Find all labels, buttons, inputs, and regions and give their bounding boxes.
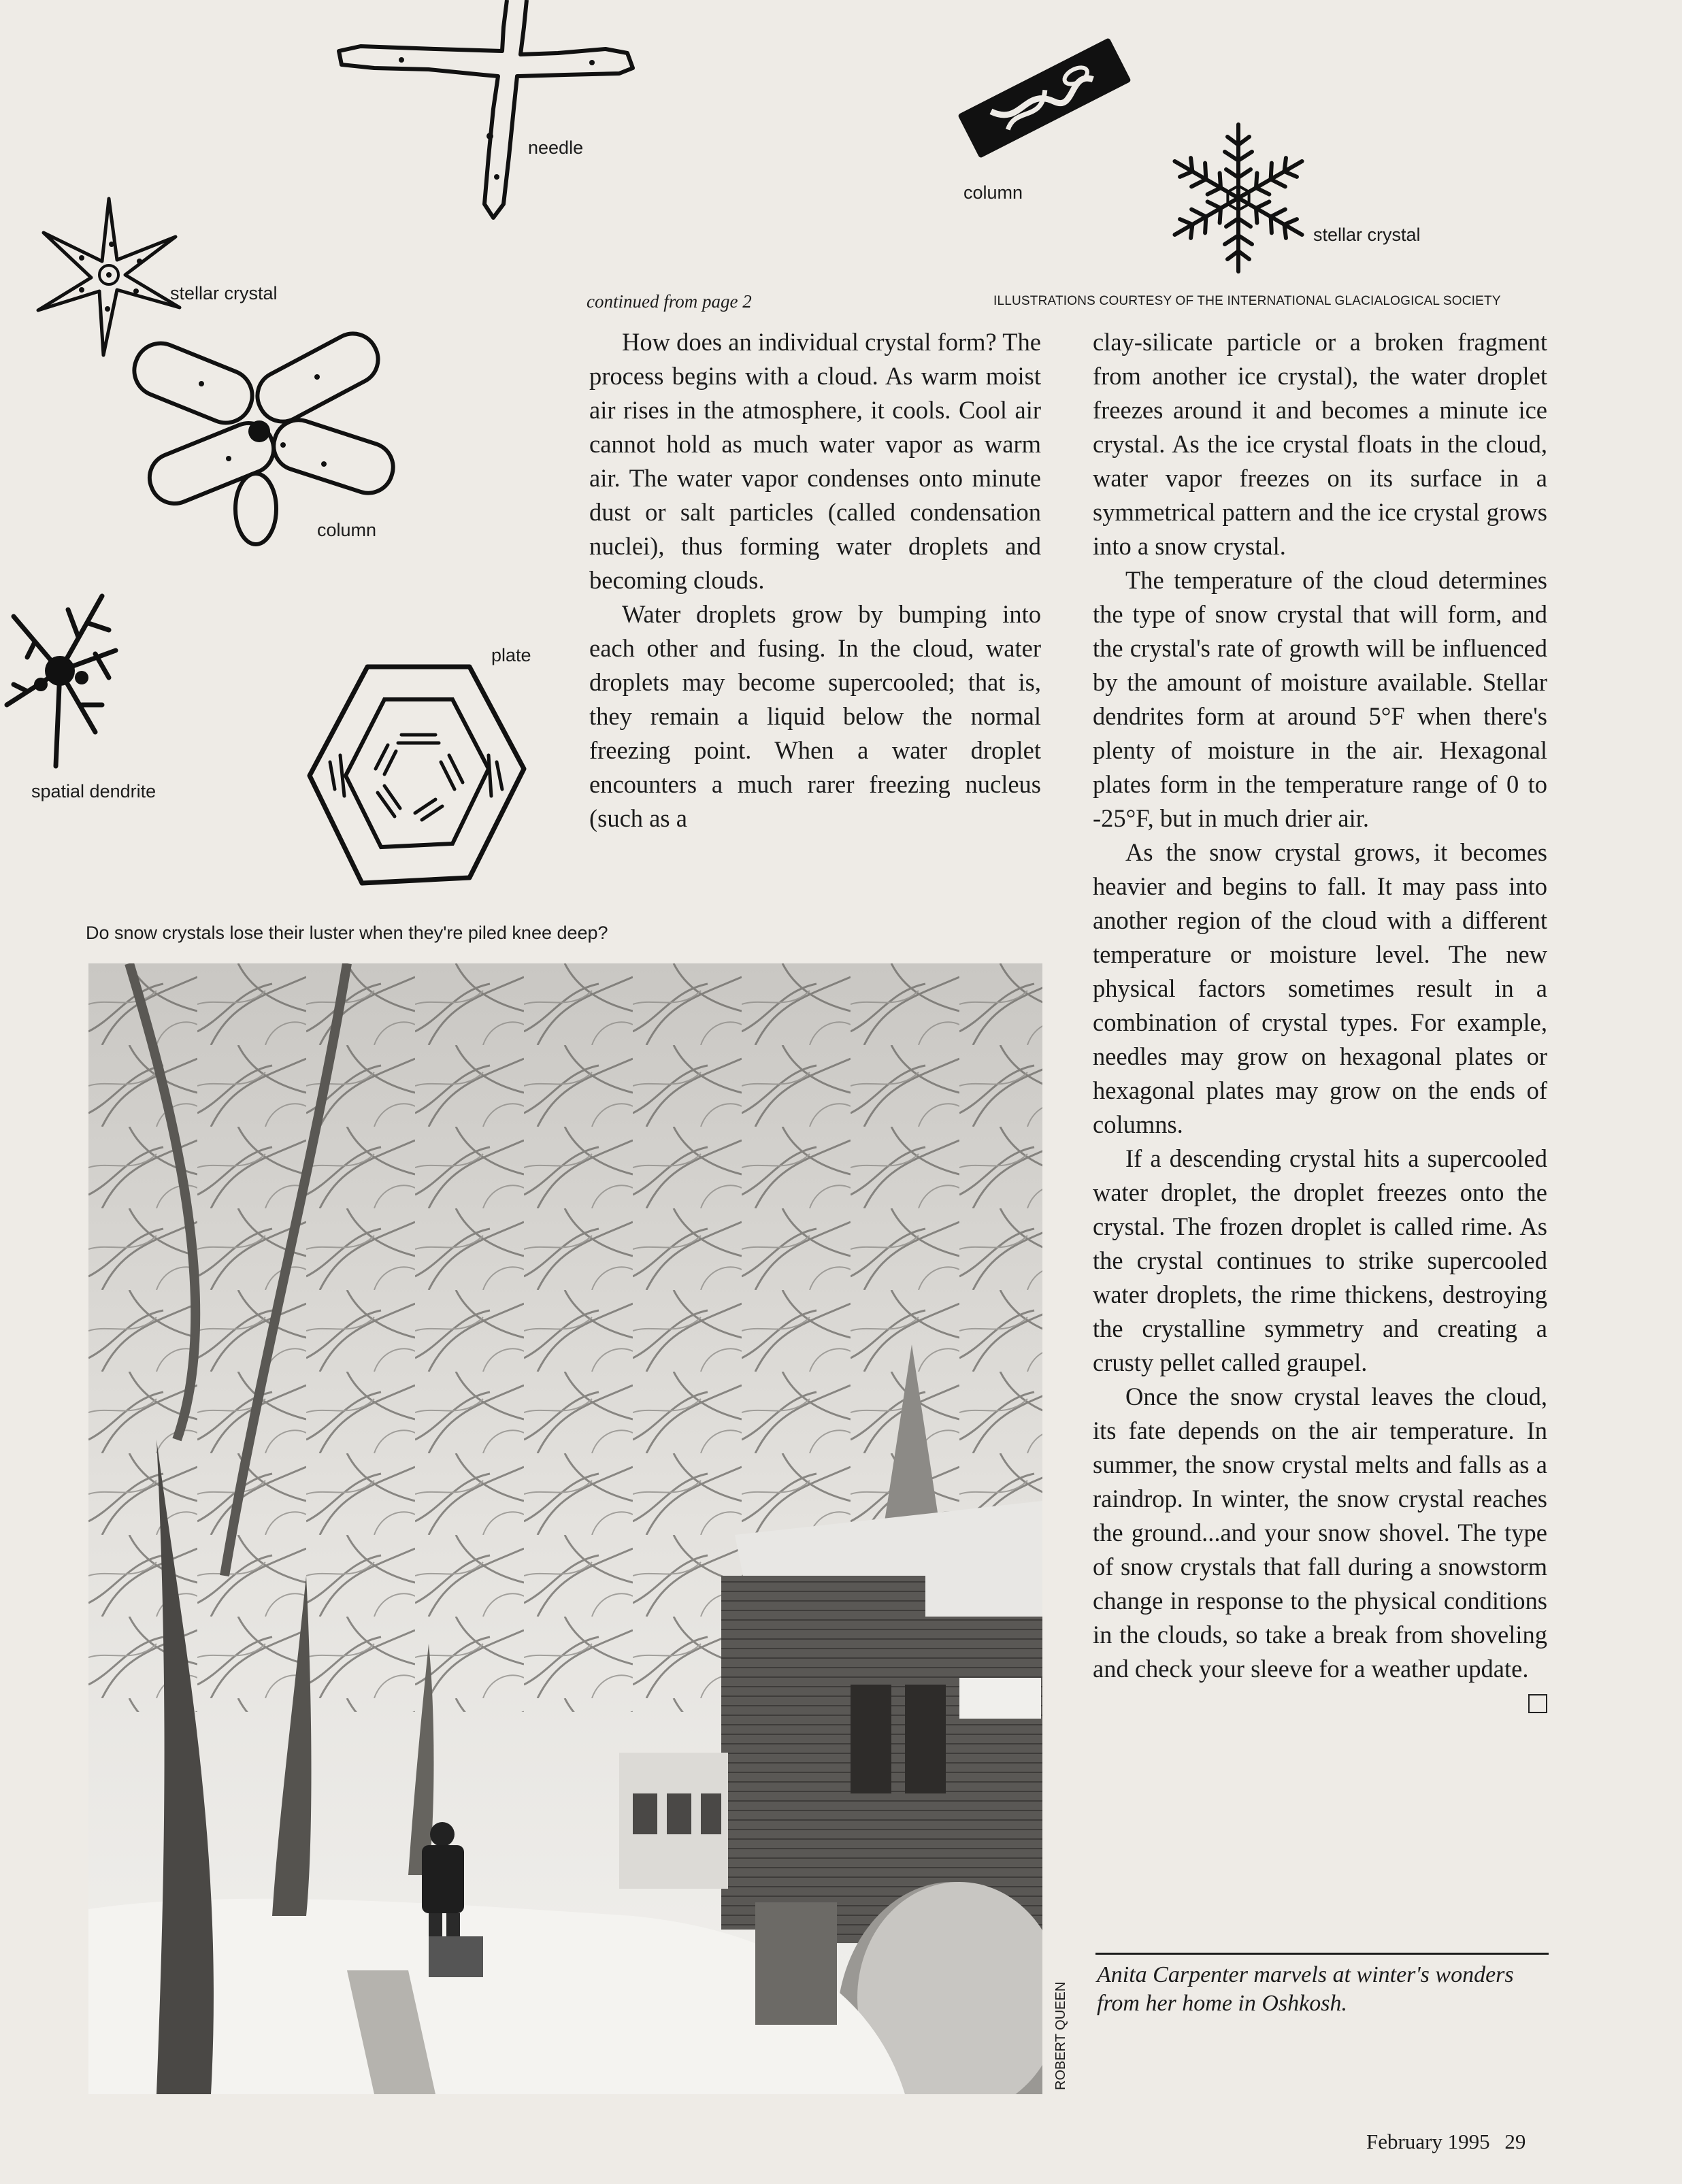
paragraph: clay-silicate particle or a broken fragment from another ice crystal), the water droplet freezes around it and becomes a minute ice crystal. As the ice crystal floats in the cloud, water vapor freezes on its surface in a symmetrical pattern and the ice crystal grows into a snow crystal. (1093, 328, 1547, 560)
column-top-label: column (963, 182, 1023, 203)
paragraph: Water droplets grow by bumping into each other and fusing. In the cloud, water droplets may become supercooled; that is, they remain a liquid below the normal freezing point. When a water droplet encounters a much rarer freezing nucleus (such as a (589, 600, 1041, 832)
page-footer (1366, 2130, 1526, 2154)
needle-label: needle (528, 137, 584, 158)
bio-rule (1095, 1953, 1549, 1955)
snow-street-photo (88, 963, 1042, 2094)
stellar-left-label: stellar crystal (170, 283, 278, 303)
end-mark-icon (1528, 1694, 1547, 1713)
paragraph: How does an individual crystal form? The process begins with a cloud. As warm moist air rises in the atmosphere, it cools. Cool air cannot hold as much water vapor as warm air. The water vapor condenses onto minute dust or salt particles (called condensation nuclei), thus forming water droplets and becoming clouds. (589, 328, 1041, 594)
paragraph-text: Once the snow crystal leaves the cloud, its fate depends on the air temperature. In summer, the snow crystal melts and falls as a raindrop. In winter, the snow crystal reaches the ground...and your snow shovel. The type of snow crystals that fall during a snowstorm change in response to the physical conditions in the clouds, so take a break from shoveling and check your sleeve for a weather update. (1093, 1383, 1547, 1683)
issue-date: February 1995 (1366, 2130, 1490, 2153)
paragraph: If a descending crystal hits a supercooled water droplet, the droplet freezes onto the crystal. The frozen droplet is called rime. As the crystal continues to strike supercooled water droplets, the rime thickens, destroying the crystalline symmetry and creating a crusty pellet called graupel. (1093, 1144, 1547, 1376)
continued-from-note: continued from page 2 (587, 291, 752, 312)
stellar-top-label: stellar crystal (1313, 225, 1421, 245)
page-number: 29 (1504, 2130, 1526, 2153)
needle-crystal-icon (333, 0, 646, 225)
photo-caption: Do snow crystals lose their luster when they're piled knee deep? (86, 923, 608, 943)
column-crystal-icon (950, 38, 1139, 158)
column-left-label: column (317, 520, 377, 540)
paragraph (1093, 1380, 1547, 1686)
spatial-dendrite-icon (0, 569, 129, 766)
stellar-crystal-left-icon (27, 193, 191, 357)
photo-credit: ROBERT QUEEN (1053, 1981, 1068, 2090)
author-bio: Anita Carpenter marvels at winter's wonders from her home in Oshkosh. (1097, 1962, 1514, 2016)
article-column-2 (1093, 325, 1547, 1713)
paragraph: As the snow crystal grows, it becomes heavier and begins to fall. It may pass into another region of the cloud with a different temperature or moisture level. The new physical factors sometimes result in a combination of crystal types. For example, needles may grow on hexagonal plates or hexagonal plates may grow on the ends of columns. (1093, 838, 1547, 1138)
plate-label: plate (491, 645, 531, 665)
article-column-1 (589, 325, 1041, 835)
plate-crystal-icon (299, 653, 531, 898)
paragraph: The temperature of the cloud determines the type of snow crystal that will form, and the crystal's rate of growth will be influenced by the amount of moisture available. Stellar dendrites form at around 5°F when there's plenty of moisture in the air. Hexagonal plates form in the temperature range of 0 to -25°F, but in much drier air. (1093, 566, 1547, 832)
illustrations-credit: ILLUSTRATIONS COURTESY OF THE INTERNATIONAL GLACIALOGICAL SOCIETY (993, 294, 1501, 308)
photo-scene (88, 963, 1042, 2094)
spatial-dendrite-label: spatial dendrite (31, 781, 156, 801)
stellar-crystal-top-icon (1157, 120, 1320, 276)
